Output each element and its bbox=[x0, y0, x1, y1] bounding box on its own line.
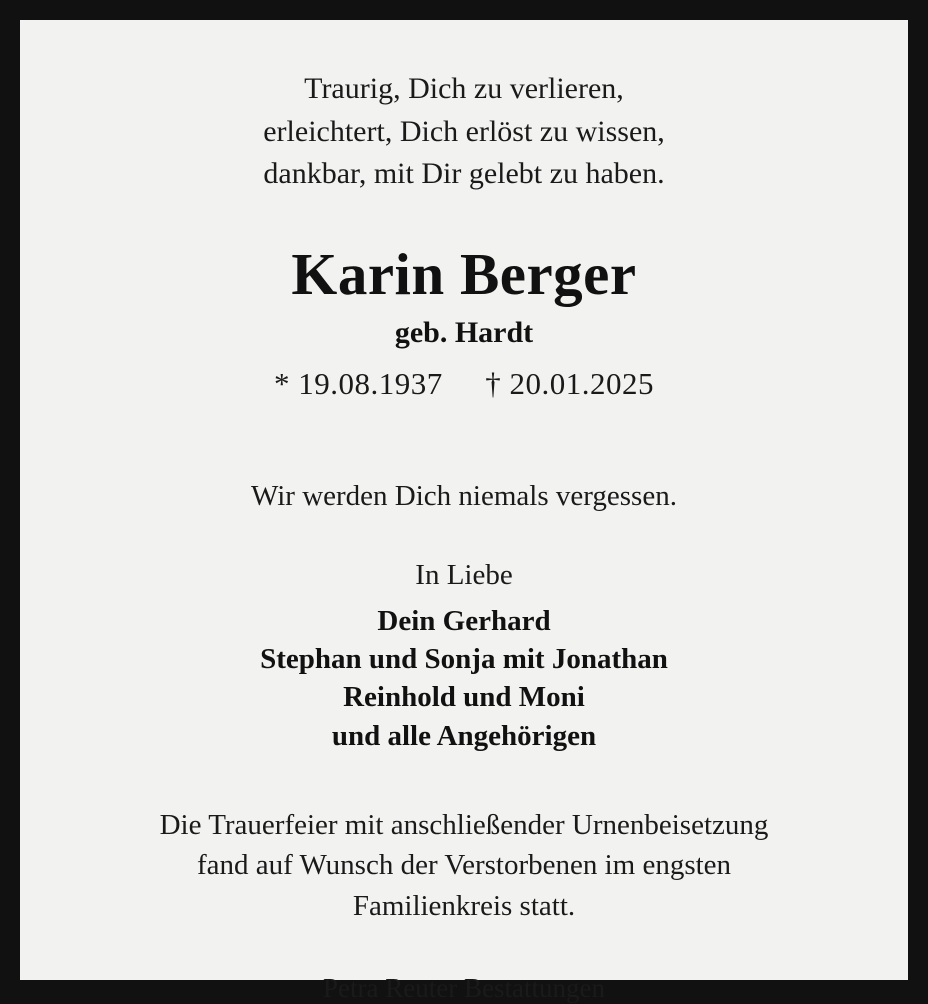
death-date: 20.01.2025 bbox=[509, 365, 654, 401]
survivors-list bbox=[260, 602, 668, 755]
maiden-name: geb. Hardt bbox=[394, 315, 534, 349]
memorial-verse bbox=[263, 68, 665, 196]
birth-star-icon: * bbox=[274, 365, 290, 401]
memorial-line: Wir werden Dich niemals vergessen. bbox=[251, 479, 677, 512]
obituary-notice bbox=[20, 20, 908, 1003]
deceased-name: Karin Berger bbox=[291, 240, 637, 307]
verse-line-1: Traurig, Dich zu verlieren, bbox=[304, 72, 624, 105]
cross-icon: † bbox=[485, 365, 502, 401]
in-love-label: In Liebe bbox=[415, 558, 513, 591]
verse-line-3: dankbar, mit Dir gelebt zu haben. bbox=[263, 157, 665, 191]
survivor-line: Reinhold und Moni bbox=[343, 681, 585, 714]
survivor-line: Dein Gerhard bbox=[377, 604, 551, 637]
life-dates bbox=[274, 366, 654, 402]
ceremony-note bbox=[160, 805, 769, 927]
verse-line-2: erleichtert, Dich erlöst zu wissen, bbox=[263, 114, 665, 148]
name-block bbox=[274, 240, 654, 402]
funeral-home-name: Petra Reuter Bestattungen bbox=[323, 972, 605, 1003]
ceremony-line-2: fand auf Wunsch der Verstorbenen im engsten bbox=[196, 849, 732, 882]
birth-date: 19.08.1937 bbox=[298, 365, 443, 401]
survivor-line: Stephan und Sonja mit Jonathan bbox=[260, 642, 668, 675]
ceremony-line-1: Die Trauerfeier mit anschließender Urnenbeisetzung bbox=[159, 808, 769, 841]
ceremony-line-3: Familienkreis statt. bbox=[352, 889, 576, 922]
survivor-line: und alle Angehörigen bbox=[331, 719, 597, 752]
